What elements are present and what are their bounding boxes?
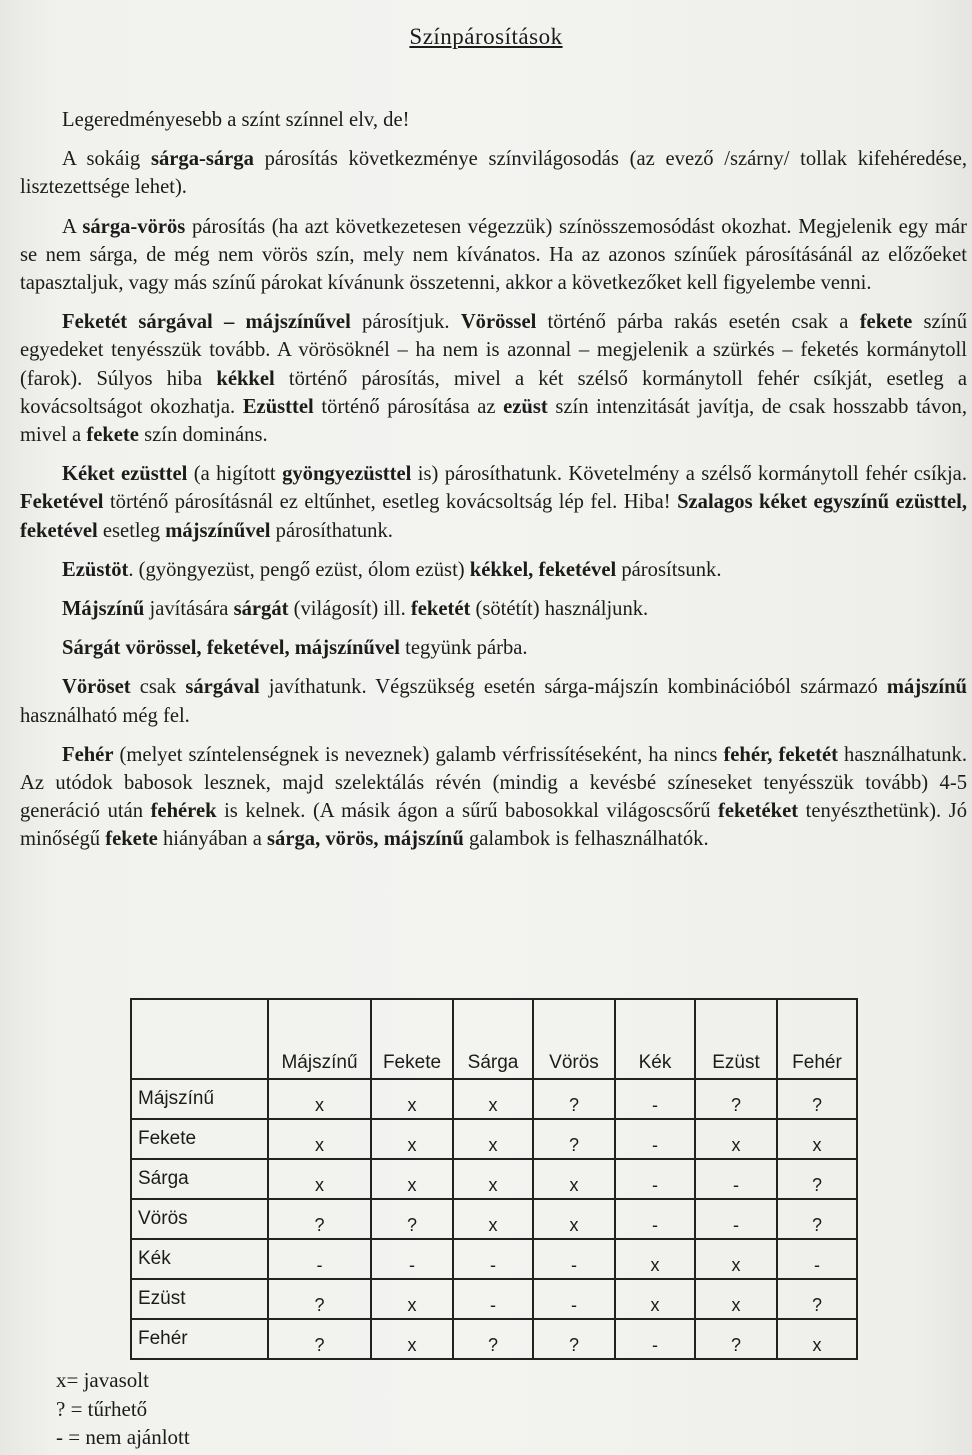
text-run: párosítsunk. xyxy=(616,558,722,581)
table-cell: ? xyxy=(533,1119,615,1159)
text-run: galambok is felhasználhatók. xyxy=(463,828,709,851)
table-row xyxy=(131,1319,857,1359)
bold-text: Ezüsttel xyxy=(242,395,314,418)
table-cell: x xyxy=(268,1119,371,1159)
table-body xyxy=(131,1079,857,1359)
row-header: Kék xyxy=(131,1239,268,1279)
table-cell: - xyxy=(453,1279,533,1319)
bold-text: kékkel xyxy=(216,367,275,390)
text-run: színű egyedeket tenyésszük tovább. A vörösöknél – ha nem is azonnal – megjelenik a szürkés – feketés kormánytoll (farok). Súlyos hiba xyxy=(20,311,968,390)
paragraph xyxy=(20,673,967,729)
text-run: (világosít) ill. xyxy=(288,598,411,621)
bold-text: májszínűvel xyxy=(165,519,271,542)
table-cell: x xyxy=(695,1239,777,1279)
table-cell: x xyxy=(615,1279,695,1319)
color-pairing-table xyxy=(130,998,858,1360)
table-cell: ? xyxy=(777,1079,857,1119)
row-header: Vörös xyxy=(131,1199,268,1239)
text-run: (melyet színtelenségnek is neveznek) galamb vérfrissítéseként, ha nincs xyxy=(113,743,724,766)
table-cell: - xyxy=(615,1159,695,1199)
table-header-row xyxy=(131,999,857,1079)
table-cell: - xyxy=(453,1239,533,1279)
table-cell: - xyxy=(371,1239,453,1279)
legend-item-not-recommended: - = nem ajánlott xyxy=(56,1425,190,1449)
row-header: Fekete xyxy=(131,1119,268,1159)
text-run: hiányában a xyxy=(157,828,268,851)
paragraph xyxy=(20,634,967,662)
column-header: Sárga xyxy=(453,999,533,1079)
text-run: párosítás (ha azt következetesen végezzük) színösszemosódást okozhat. Megjelenik egy már se nem sárga, de még nem vörös szín, mely nem kívánatos. Ha az azonos színűek párosításánál az előzőeket tapasztaljuk, vagy más színű párokat kívánunk összetenni, akkor a következőket kell figyelembe venni. xyxy=(20,215,967,295)
table-cell: x xyxy=(268,1159,371,1199)
table-cell: ? xyxy=(533,1319,615,1359)
table-cell: ? xyxy=(777,1159,857,1199)
column-header: Fekete xyxy=(371,999,453,1079)
bold-text: sárgát xyxy=(233,598,289,621)
text-run: szín intenzitását javítja, de csak hosszabb távon, mivel a xyxy=(20,395,967,447)
text-run: történő párba rakás esetén csak a xyxy=(536,311,860,334)
table-cell: ? xyxy=(777,1279,857,1319)
text-run: esetleg xyxy=(97,519,166,542)
table-cell: - xyxy=(615,1119,695,1159)
text-run: használható még fel. xyxy=(20,704,190,727)
table-cell: x xyxy=(268,1079,371,1119)
bold-text: fekete xyxy=(105,828,158,851)
text-run: . (gyöngyezüst, pengő ezüst, ólom ezüst) xyxy=(128,558,470,581)
text-run: szín domináns. xyxy=(138,424,268,447)
text-run: párosítjuk. xyxy=(350,311,461,334)
table-corner-cell xyxy=(131,999,268,1079)
table-cell: ? xyxy=(533,1079,615,1119)
bold-text: májszínű xyxy=(886,676,967,699)
table-cell: x xyxy=(453,1119,533,1159)
text-run: A xyxy=(62,215,83,238)
table-cell: ? xyxy=(268,1279,371,1319)
bold-text: feketét xyxy=(410,598,471,621)
table-cell: - xyxy=(533,1239,615,1279)
table-cell: x xyxy=(371,1159,453,1199)
table-cell: ? xyxy=(453,1319,533,1359)
page-title: Színpárosítások xyxy=(409,24,563,49)
bold-text: Feketével xyxy=(20,491,104,514)
bold-text: Szalagos kéket egyszínű ezüsttel, feketével xyxy=(20,491,968,542)
table-cell: ? xyxy=(777,1199,857,1239)
row-header: Sárga xyxy=(131,1159,268,1199)
bold-text: Vörössel xyxy=(460,311,537,334)
table-cell: - xyxy=(615,1079,695,1119)
legend-item-tolerable: ? = tűrhető xyxy=(56,1396,148,1421)
table-cell: ? xyxy=(268,1319,371,1359)
table-cell: ? xyxy=(371,1199,453,1239)
table-row xyxy=(131,1159,857,1199)
body-text xyxy=(20,106,967,865)
table-cell: x xyxy=(371,1319,453,1359)
text-run: használhatunk. Az utódok babosok lesznek, majd szelektálás révén (mindig a kevésbé színeseket tenyésszük tovább) 4-5 generáció után xyxy=(20,743,967,823)
table-cell: - xyxy=(533,1279,615,1319)
text-run: is) párosíthatunk. Követelmény a szélső kormánytoll fehér csíkja. xyxy=(411,463,967,486)
table-cell: ? xyxy=(695,1079,777,1119)
bold-text: Fehér xyxy=(62,743,114,766)
bold-text: kékkel, feketével xyxy=(469,558,617,581)
column-header: Ezüst xyxy=(695,999,777,1079)
text-run: Legeredményesebb a színt színnel elv, de! xyxy=(62,109,410,131)
text-run: is kelnek. (A másik ágon a sűrű babosokkal világoscsőrű xyxy=(216,800,719,823)
table-row xyxy=(131,1079,857,1119)
table-row xyxy=(131,1279,857,1319)
legend-item-recommended: x= javasolt xyxy=(56,1368,149,1392)
text-run: csak xyxy=(130,676,186,699)
bold-text: feketéket xyxy=(718,800,799,823)
text-run: (sötétít) használjunk. xyxy=(470,598,649,621)
text-run: történő párosítás, mivel a két szélső kormánytoll fehér csíkját, esetleg a kovácsoltságot okozhatja. xyxy=(20,367,967,418)
table-cell: x xyxy=(453,1159,533,1199)
paragraph xyxy=(20,308,967,449)
table-cell: x xyxy=(695,1119,777,1159)
table-cell: - xyxy=(615,1199,695,1239)
text-run: tenyészthetünk). Jó minőségű xyxy=(20,800,967,851)
bold-text: sárgával xyxy=(185,676,260,699)
text-run: A sokáig xyxy=(62,148,151,171)
paragraph xyxy=(20,741,967,854)
table-cell: ? xyxy=(268,1199,371,1239)
bold-text: fekete xyxy=(859,311,913,334)
text-run: történő párosításnál ez eltűnhet, esetleg kovácsoltság lép fel. Hiba! xyxy=(103,491,678,514)
paragraph xyxy=(20,460,967,545)
legend xyxy=(56,1366,190,1452)
bold-text: fekete xyxy=(86,424,139,447)
table-row xyxy=(131,1199,857,1239)
column-header: Kék xyxy=(615,999,695,1079)
text-run: tegyünk párba. xyxy=(400,637,528,660)
paragraph xyxy=(20,106,967,134)
table-cell: x xyxy=(453,1079,533,1119)
bold-text: Kéket ezüsttel xyxy=(62,463,188,486)
paragraph xyxy=(20,595,967,623)
table-cell: x xyxy=(777,1319,857,1359)
row-header: Fehér xyxy=(131,1319,268,1359)
table-cell: - xyxy=(268,1239,371,1279)
table-cell: x xyxy=(371,1079,453,1119)
table-cell: - xyxy=(695,1199,777,1239)
paragraph xyxy=(20,556,967,584)
paragraph xyxy=(20,213,967,298)
table-cell: x xyxy=(371,1279,453,1319)
bold-text: sárga-sárga xyxy=(150,148,254,171)
table-cell: - xyxy=(777,1239,857,1279)
bold-text: gyöngyezüsttel xyxy=(282,463,412,486)
bold-text: Feketét sárgával – májszínűvel xyxy=(62,311,351,334)
bold-text: Sárgát vörössel, feketével, májszínűvel xyxy=(62,637,401,660)
text-run: történő párosítása az xyxy=(313,395,504,418)
text-run: (a higított xyxy=(187,463,283,486)
row-header: Ezüst xyxy=(131,1279,268,1319)
column-header: Vörös xyxy=(533,999,615,1079)
table-cell: x xyxy=(533,1159,615,1199)
table-cell: x xyxy=(777,1119,857,1159)
bold-text: Májszínű xyxy=(62,598,145,621)
bold-text: sárga-vörös xyxy=(82,215,186,238)
text-run: párosítás következménye színvilágosodás (az evező /szárny/ tollak kifehéredése, lisztezettsége lehet). xyxy=(20,148,967,199)
table-row xyxy=(131,1239,857,1279)
bold-text: fehérek xyxy=(150,800,217,823)
text-run: javítására xyxy=(144,598,234,621)
column-header: Fehér xyxy=(777,999,857,1079)
table-cell: - xyxy=(615,1319,695,1359)
table-cell: x xyxy=(533,1199,615,1239)
table-cell: x xyxy=(695,1279,777,1319)
table-cell: ? xyxy=(695,1319,777,1359)
row-header: Májszínű xyxy=(131,1079,268,1119)
bold-text: Vöröset xyxy=(62,676,131,699)
table-cell: x xyxy=(615,1239,695,1279)
table-cell: x xyxy=(371,1119,453,1159)
table-row xyxy=(131,1119,857,1159)
bold-text: fehér, feketét xyxy=(723,743,838,766)
text-run: javíthatunk. Végszükség esetén sárga-májszín kombinációból származó xyxy=(259,676,887,699)
bold-text: ezüst xyxy=(503,395,548,418)
paragraph xyxy=(20,145,967,201)
text-run: párosíthatunk. xyxy=(270,519,393,542)
table-cell: x xyxy=(453,1199,533,1239)
bold-text: sárga, vörös, májszínű xyxy=(267,828,464,851)
bold-text: Ezüstöt xyxy=(62,558,129,581)
table-cell: - xyxy=(695,1159,777,1199)
column-header: Májszínű xyxy=(268,999,371,1079)
